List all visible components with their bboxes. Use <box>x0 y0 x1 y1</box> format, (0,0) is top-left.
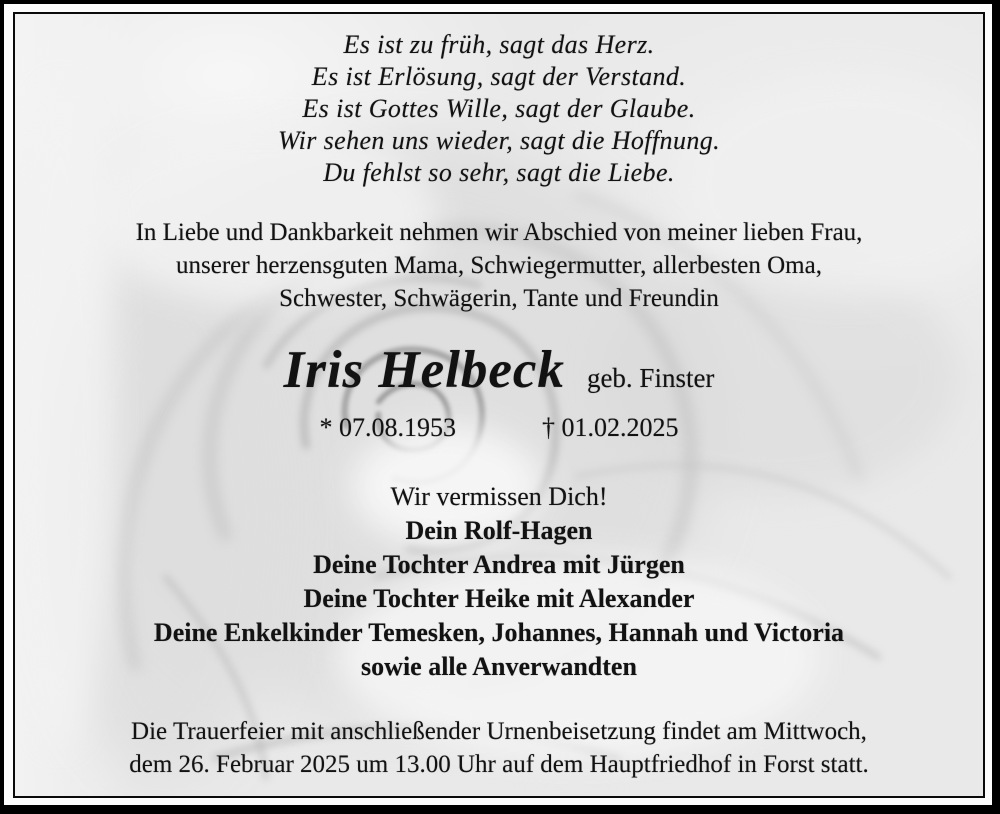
family-block <box>15 480 983 684</box>
poem-line: Du fehlst so sehr, sagt die Liebe. <box>323 158 675 187</box>
deceased-name: Iris Helbeck <box>283 341 565 399</box>
family-line: Dein Rolf-Hagen <box>405 516 593 545</box>
intro-line: In Liebe und Dankbarkeit nehmen wir Abschied von meiner lieben Frau, <box>135 219 863 246</box>
outer-frame <box>4 4 992 805</box>
missing-line: Wir vermissen Dich! <box>390 482 608 511</box>
intro-block <box>15 216 983 315</box>
poem-line: Es ist zu früh, sagt das Herz. <box>343 30 655 59</box>
family-line: Deine Enkelkinder Temesken, Johannes, Hannah und Victoria <box>153 618 845 647</box>
obituary-text <box>15 14 983 781</box>
family-line: sowie alle Anverwandten <box>361 652 637 681</box>
funeral-line: Die Trauerfeier mit anschließender Urnenbeisetzung findet am Mittwoch, <box>131 718 867 745</box>
intro-line: unserer herzensguten Mama, Schwiegermutter, allerbesten Oma, <box>176 252 822 279</box>
poem-line: Wir sehen uns wieder, sagt die Hoffnung. <box>277 126 721 155</box>
death-date: † 01.02.2025 <box>542 413 679 442</box>
family-line: Deine Tochter Andrea mit Jürgen <box>313 550 685 579</box>
intro-line: Schwester, Schwägerin, Tante und Freundin <box>279 285 719 312</box>
notice-content <box>13 12 985 798</box>
birth-date: * 07.08.1953 <box>319 413 456 442</box>
maiden-name: geb. Finster <box>586 363 715 393</box>
poem-block <box>15 14 983 189</box>
funeral-line: dem 26. Februar 2025 um 13.00 Uhr auf dem Hauptfriedhof in Forst statt. <box>129 751 869 778</box>
funeral-info <box>15 715 983 781</box>
family-line: Deine Tochter Heike mit Alexander <box>303 584 695 613</box>
name-row <box>15 341 983 407</box>
life-dates <box>15 413 983 443</box>
poem-line: Es ist Gottes Wille, sagt der Glaube. <box>302 94 696 123</box>
poem-line: Es ist Erlösung, sagt der Verstand. <box>311 62 687 91</box>
